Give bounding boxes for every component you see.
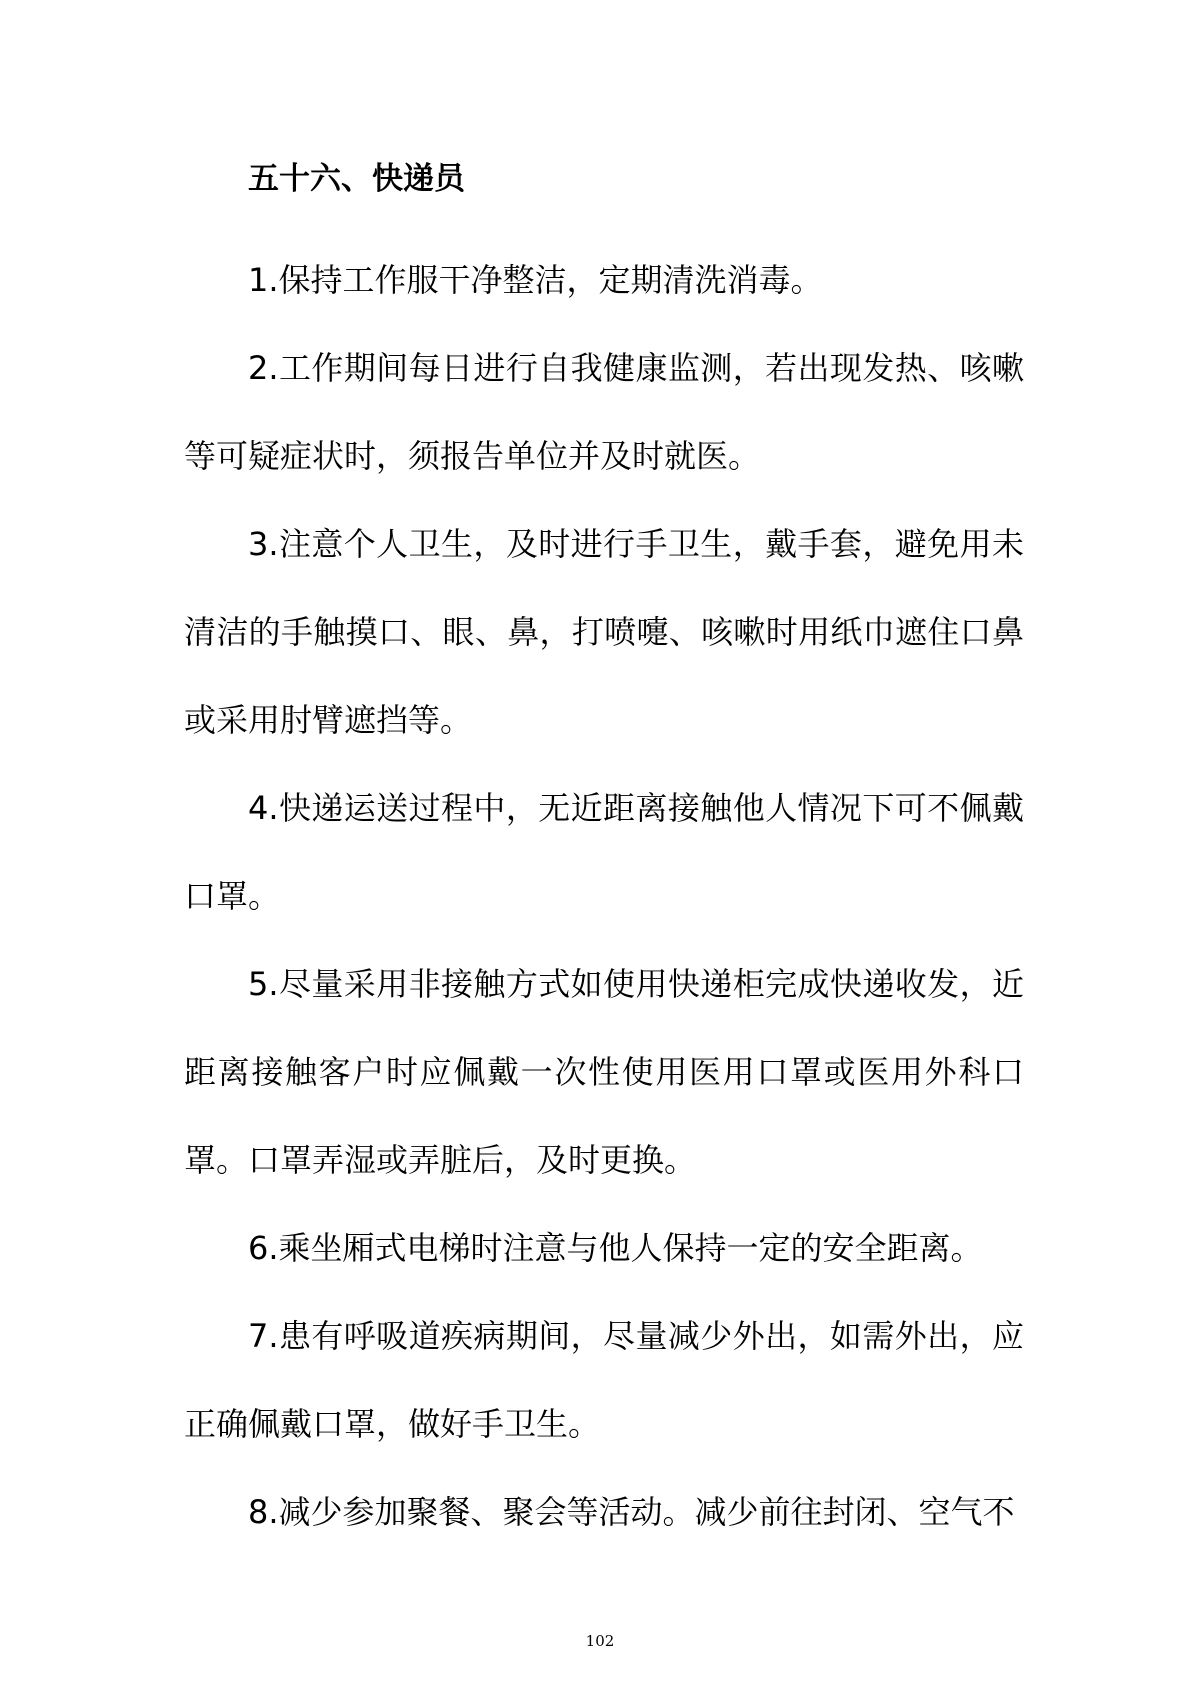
page-number: 102 [585,1632,615,1650]
paragraph-2: 2.工作期间每日进行自我健康监测，若出现发热、咳嗽等可疑症状时，须报告单位并及时就医。 [184,349,1024,475]
paragraph-6: 6.乘坐厢式电梯时注意与他人保持一定的安全距离。 [248,1229,983,1267]
paragraph-1: 1.保持工作服干净整洁，定期清洗消毒。 [248,261,823,299]
paragraph-4: 4.快递运送过程中，无近距离接触他人情况下可不佩戴口罩。 [184,789,1024,915]
paragraph-8: 8.减少参加聚餐、聚会等活动。减少前往封闭、空气不 [248,1493,1015,1531]
paragraph-7: 7.患有呼吸道疾病期间，尽量减少外出，如需外出，应正确佩戴口罩，做好手卫生。 [184,1317,1024,1443]
section-heading: 五十六、快递员 [248,161,465,197]
paragraph-5: 5.尽量采用非接触方式如使用快递柜完成快递收发，近距离接触客户时应佩戴一次性使用医用口罩或医用外科口罩。口罩弄湿或弄脏后，及时更换。 [184,965,1024,1179]
paragraph-3: 3.注意个人卫生，及时进行手卫生，戴手套，避免用未清洁的手触摸口、眼、鼻，打喷嚏、咳嗽时用纸巾遮住口鼻或采用肘臂遮挡等。 [184,525,1024,739]
document-body [184,148,1024,1556]
